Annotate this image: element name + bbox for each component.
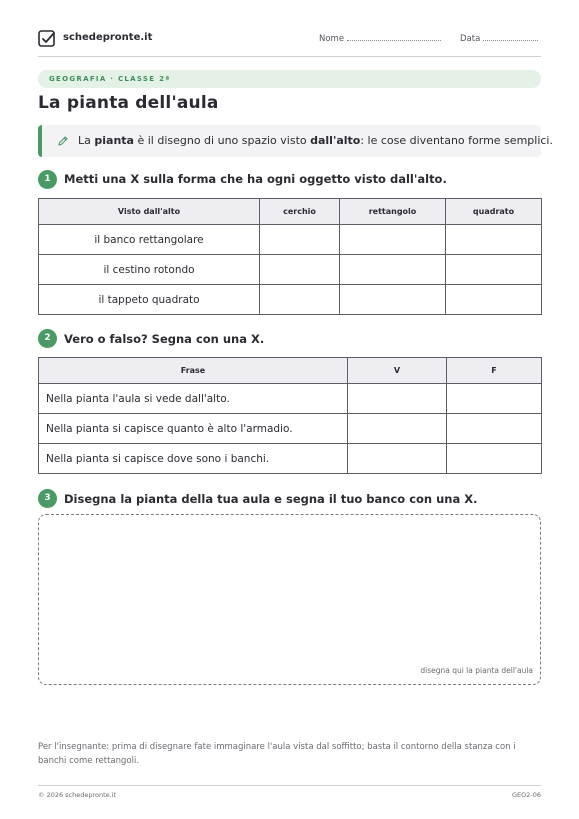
question-1-number: 1 bbox=[38, 170, 57, 189]
name-line[interactable] bbox=[347, 40, 441, 41]
answer-cell[interactable] bbox=[446, 225, 542, 255]
table-row bbox=[39, 285, 542, 315]
row-label: il banco rettangolare bbox=[39, 225, 260, 255]
answer-cell[interactable] bbox=[446, 255, 542, 285]
answer-cell[interactable] bbox=[340, 285, 446, 315]
note-part-2: è il disegno di uno spazio visto bbox=[133, 134, 311, 147]
answer-cell[interactable] bbox=[447, 414, 542, 444]
question-2-number: 2 bbox=[38, 329, 57, 348]
date-field[interactable] bbox=[460, 34, 538, 44]
table-header: quadrato bbox=[446, 199, 542, 225]
answer-cell[interactable] bbox=[340, 225, 446, 255]
definition-note bbox=[38, 125, 553, 157]
page-footer bbox=[38, 785, 541, 801]
answer-cell[interactable] bbox=[348, 414, 447, 444]
row-label: il tappeto quadrato bbox=[39, 285, 260, 315]
answer-cell[interactable] bbox=[446, 285, 542, 315]
name-field[interactable] bbox=[319, 34, 441, 44]
answer-cell[interactable] bbox=[260, 255, 340, 285]
table-row bbox=[39, 444, 542, 474]
table-header: Visto dall'alto bbox=[39, 199, 260, 225]
statement: Nella pianta si capisce quanto è alto l'armadio. bbox=[39, 414, 348, 444]
copyright: © 2026 schedepronte.it bbox=[38, 791, 117, 799]
teacher-note: Per l'insegnante: prima di disegnare fate immaginare l'aula vista dal soffitto; basta il contorno della stanza con i banchi come rettangoli. bbox=[38, 742, 516, 766]
question-1-text: Metti una X sulla forma che ha ogni oggetto visto dall'alto. bbox=[64, 172, 447, 186]
question-2-text: Vero o falso? Segna con una X. bbox=[64, 332, 265, 346]
answer-cell[interactable] bbox=[260, 225, 340, 255]
table-row bbox=[39, 225, 542, 255]
table-row bbox=[39, 414, 542, 444]
statement: Nella pianta l'aula si vede dall'alto. bbox=[39, 384, 348, 414]
note-bold-1: pianta bbox=[94, 134, 134, 147]
note-bold-2: dall'alto bbox=[310, 134, 361, 147]
answer-cell[interactable] bbox=[348, 384, 447, 414]
table-header: V bbox=[348, 358, 447, 384]
checkbox-logo-icon bbox=[38, 30, 56, 48]
answer-cell[interactable] bbox=[348, 444, 447, 474]
true-false-table bbox=[38, 357, 542, 474]
answer-cell[interactable] bbox=[447, 444, 542, 474]
drawing-caption: disegna qui la pianta dell'aula bbox=[420, 666, 533, 675]
note-part-3: : le cose diventano forme semplici. bbox=[360, 134, 553, 147]
date-line[interactable] bbox=[483, 40, 538, 41]
table-header: Frase bbox=[39, 358, 348, 384]
name-label: Nome bbox=[319, 34, 345, 44]
answer-cell[interactable] bbox=[447, 384, 542, 414]
site-name: schedepronte.it bbox=[63, 32, 153, 43]
drawing-area[interactable] bbox=[38, 514, 541, 685]
worksheet-code: GEO2-06 bbox=[511, 791, 541, 799]
table-row bbox=[39, 384, 542, 414]
shapes-table bbox=[38, 198, 542, 315]
note-text bbox=[78, 134, 553, 147]
page-header bbox=[38, 29, 541, 57]
table-row bbox=[39, 255, 542, 285]
pencil-icon bbox=[57, 135, 69, 147]
question-3-number: 3 bbox=[38, 489, 57, 508]
page-title: La pianta dell'aula bbox=[38, 93, 219, 113]
row-label: il cestino rotondo bbox=[39, 255, 260, 285]
subject-tag: GEOGRAFIA · CLASSE 2ª bbox=[38, 70, 541, 88]
statement: Nella pianta si capisce dove sono i banchi. bbox=[39, 444, 348, 474]
table-header: rettangolo bbox=[340, 199, 446, 225]
table-header: F bbox=[447, 358, 542, 384]
date-label: Data bbox=[460, 34, 481, 44]
note-part-1: La bbox=[78, 134, 95, 147]
answer-cell[interactable] bbox=[260, 285, 340, 315]
question-3-text: Disegna la pianta della tua aula e segna il tuo banco con una X. bbox=[64, 492, 478, 506]
table-header: cerchio bbox=[260, 199, 340, 225]
answer-cell[interactable] bbox=[340, 255, 446, 285]
